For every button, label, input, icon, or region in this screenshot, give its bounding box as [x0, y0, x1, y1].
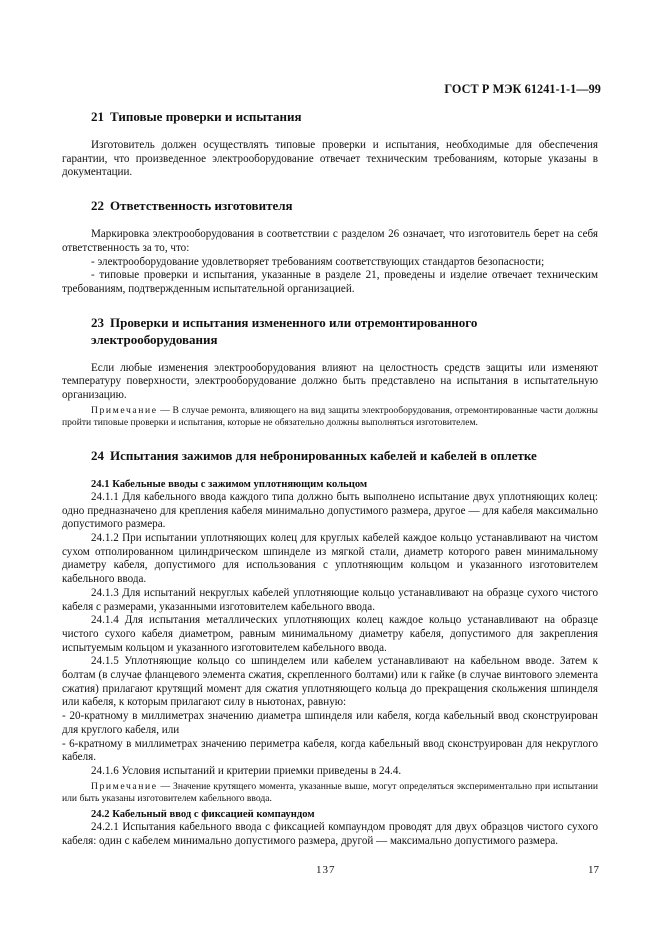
section-number: 23: [91, 314, 104, 330]
section-23-paragraph: Если любые изменения электрооборудования влияют на целостность средств защиты или изменяют температуру поверхности, электрооборудование должно быть представлено на испытания в испытательную организацию.: [62, 361, 598, 402]
section-21-heading: [62, 108, 598, 125]
section-title-continued: электрооборудования: [91, 331, 218, 347]
page-number-right: 17: [588, 864, 599, 876]
subsection-24-2-heading: 24.2 Кабельный ввод с фиксацией компаундом: [91, 808, 315, 820]
page-number-center: 137: [316, 864, 336, 876]
section-22-paragraph: Маркировка электрооборудования в соответствии с разделом 26 означает, что изготовитель берет на себя ответственность за то, что:: [62, 228, 598, 254]
subsection-24-1-heading: 24.1 Кабельные вводы с зажимом уплотняющим кольцом: [91, 478, 368, 490]
section-24-heading: [62, 447, 598, 464]
clause-24-1-6: 24.1.6 Условия испытаний и критерии приемки приведены в 24.4.: [91, 764, 402, 777]
section-title: Испытания зажимов для небронированных кабелей и кабелей в оплетке: [110, 447, 537, 463]
clause-24-1-1: 24.1.1 Для кабельного ввода каждого типа должно быть выполнено испытание двух уплотняющих колец: одно предназначено для крепления кабеля минимально допустимого размера, другое — для кабеля максимально допустимого размера.: [62, 490, 598, 531]
standard-designation: ГОСТ Р МЭК 61241-1-1—99: [444, 82, 601, 96]
section-number: 21: [91, 109, 104, 124]
note-label: Примечание: [91, 780, 158, 792]
page-content: [62, 108, 598, 848]
section-21-paragraph: Изготовитель должен осуществлять типовые проверки и испытания, необходимые для обеспечения гарантии, что произведенное электрооборудование отвечает техническим требованиям, которые указаны в документации.: [62, 139, 598, 179]
section-title: Проверки и испытания измененного или отремонтированного: [110, 314, 478, 330]
clause-24-2-1: 24.2.1 Испытания кабельного ввода с фиксацией компаундом проводят для двух образцов чистого сухого кабеля: один с кабелем минимально допустимого размера, другой — максимально допустимого размера.: [62, 820, 598, 847]
section-number: 22: [91, 198, 104, 214]
section-24-note: [62, 781, 598, 806]
note-text: — Значение крутящего момента, указанные выше, могут определяться экспериментально при испытании или быть указаны изготовителем кабельного ввода.: [62, 780, 598, 805]
clause-24-1-2: 24.1.2 При испытании уплотняющих колец для круглых кабелей каждое кольцо устанавливают на чистом сухом отполированном цилиндрическом шпинделе из мягкой стали, диаметр которого равен минимальному диаметру кабеля, допустимого для использования с уплотняющим кольцом и указанного изготовителем кабельного ввода.: [62, 532, 598, 586]
section-title: Типовые проверки и испытания: [110, 109, 302, 124]
section-22-heading: [62, 197, 598, 214]
clause-24-1-4: 24.1.4 Для испытания металлических уплотняющих колец каждое кольцо устанавливают на образце чистого сухого кабеля диаметром, равным минимальному диаметру кабеля, допустимого для закрепления испытуемым кольцом и указанного изготовителем кабельного ввода.: [62, 614, 598, 654]
section-number: 24: [91, 447, 104, 463]
section-22-item: - типовые проверки и испытания, указанные в разделе 21, проведены и изделие отвечает техническим требованиям, подтвержденным испытательной организацией.: [62, 269, 598, 295]
clause-24-1-5-item: - 20-кратному в миллиметрах значению диаметра шпинделя или кабеля, когда кабельный ввод сконструирован для круглого кабеля, или: [62, 710, 598, 736]
note-label: Примечание: [91, 404, 158, 416]
clause-24-1-5: 24.1.5 Уплотняющие кольцо со шпинделем или кабелем устанавливают на кабельном вводе. Затем к болтам (в случае фланцевого элемента сжатия, скрепленного болтами) или к гайке (в случае винтового элемента сжатия) прилагают крутящий момент для сжатия уплотняющего кольца до прекращения скольжения шпинделя или кабеля, к которым прилагают силу в ньютонах, равную:: [62, 655, 598, 709]
clause-24-1-5-item: - 6-кратному в миллиметрах значению периметра кабеля, когда кабельный ввод сконструирован для некруглого кабеля.: [62, 737, 598, 764]
section-title: Ответственность изготовителя: [110, 198, 293, 214]
section-23-note: [62, 405, 598, 430]
clause-24-1-3: 24.1.3 Для испытаний некруглых кабелей уплотняющие кольцо устанавливают на образце сухого чистого кабеля с размерами, указанными изготовителем кабельного ввода.: [62, 586, 598, 613]
note-text: — В случае ремонта, влияющего на вид защиты электрооборудования, отремонтированные части должны пройти типовые проверки и испытания, которые не обязательно должны выполняться изготовителем.: [62, 404, 598, 429]
section-23-heading: [62, 314, 598, 348]
section-22-item: - электрооборудование удовлетворяет требованиям соответствующих стандартов безопасности;: [91, 255, 545, 268]
